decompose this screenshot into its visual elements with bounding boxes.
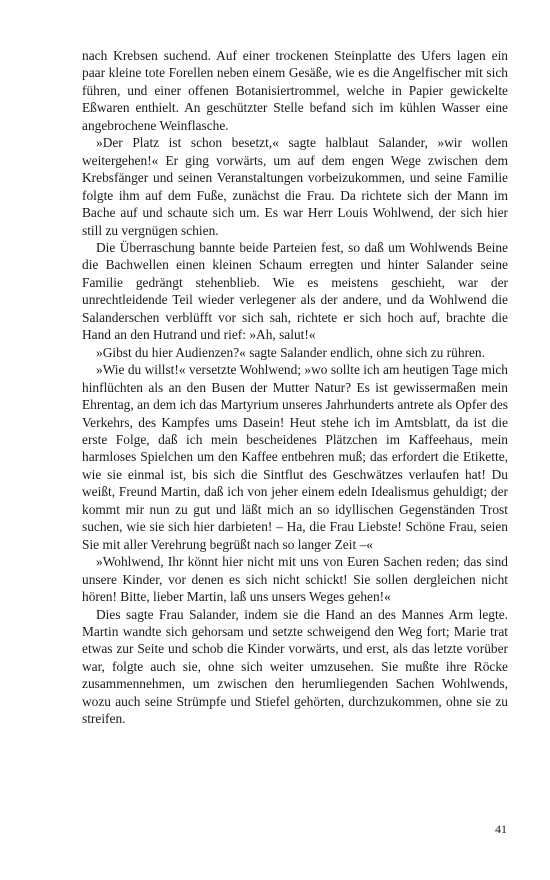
paragraph-4: »Gibst du hier Audienzen?« sagte Salander endlich, ohne sich zu rühren.	[96, 344, 485, 360]
paragraph-7: Dies sagte Frau Salander, indem sie die Hand an des Mannes Arm legte. Martin wandte sich gehorsam und setzte schweigend den Weg fort; Marie trat etwas zur Seite und schob die Kinder vorwärts, und erst, als das letzte vorüber war, folgte auch sie, ohne sich weiter umzusehen. Sie mußte ihre Röcke zusammennehmen, um zwischen den herumliegenden Sachen Wohlwends, wozu auch seine Strümpfe und Stiefel gehörten, durchzukommen, ohne sie zu streifen.	[82, 606, 508, 727]
page-number: 41	[495, 822, 507, 836]
paragraph-2: »Der Platz ist schon besetzt,« sagte halblaut Salander, »wir wollen weitergehen!« Er ging vorwärts, um auf dem engen Wege zwischen dem Krebsfänger und seinen Veranstaltungen vorbeizukommen, und seine Familie folgte ihm auf dem Fuße, zunächst die Frau. Da richtete sich der Mann im Bache auf und schaute sich um. Es war Herr Louis Wohlwend, der sich hier still zu vergnügen schien.	[82, 135, 508, 238]
page-body	[82, 47, 508, 728]
paragraph-1: nach Krebsen suchend. Auf einer trockenen Steinplatte des Ufers lagen ein paar kleine tote Forellen neben einem Gesäße, wie es die Angelfischer mit sich führen, und einer offenen Botanisiertrommel, welche in Papier gewickelte Eßwaren enthielt. An geschützter Stelle befand sich im kühlen Wasser eine angebrochene Weinflasche.	[82, 48, 508, 133]
paragraph-6: »Wohlwend, Ihr könnt hier nicht mit uns von Euren Sachen reden; das sind unsere Kinder, vor denen es sich nicht schickt! Sie sollen dergleichen nicht hören! Bitte, lieber Martin, laß uns unsers Weges gehen!«	[82, 554, 508, 605]
paragraph-5: »Wie du willst!« versetzte Wohlwend; »wo sollte ich am heutigen Tage mich hinflüchten als an den Busen der Mutter Natur? Es ist gewissermaßen mein Ehrentag, an dem ich das Martyrium unseres Jahrhunderts antrete als Opfer des Verkehrs, des Kampfes ums Dasein! Heut stehe ich im Amtsblatt, da ist die erste Folge, daß ich mein bescheidenes Plätzchen im Kaffeehaus, mein harmloses Spielchen um den Kaffee entbehren muß; das erfordert die Etikette, wie sie einmal ist, bis sich die Sintflut des Geschwätzes verlaufen hat! Du weißt, Freund Martin, daß ich von jeher einem edeln Idealismus gehuldigt; der kommt mir nun zu gut und läßt mich an so idyllischen Gegenständen Trost suchen, wie sie sich hier darbieten! – Ha, die Frau Liebste! Schöne Frau, seien Sie mit aller Verehrung begrüßt nach so langer Zeit –«	[82, 362, 508, 552]
paragraph-3: Die Überraschung bannte beide Parteien fest, so daß um Wohlwends Beine die Bachwellen einen kleinen Schaum erregten und hinter Salander seine Familie gedrängt stehenblieb. Wie es meistens geschieht, war der unrechtleidende Teil wieder verlegener als der andere, und da Wohlwend die Salanderschen verblüfft vor sich sah, richtete er sich hoch auf, brachte die Hand an den Hutrand und rief: »Ah, salut!«	[82, 239, 508, 343]
